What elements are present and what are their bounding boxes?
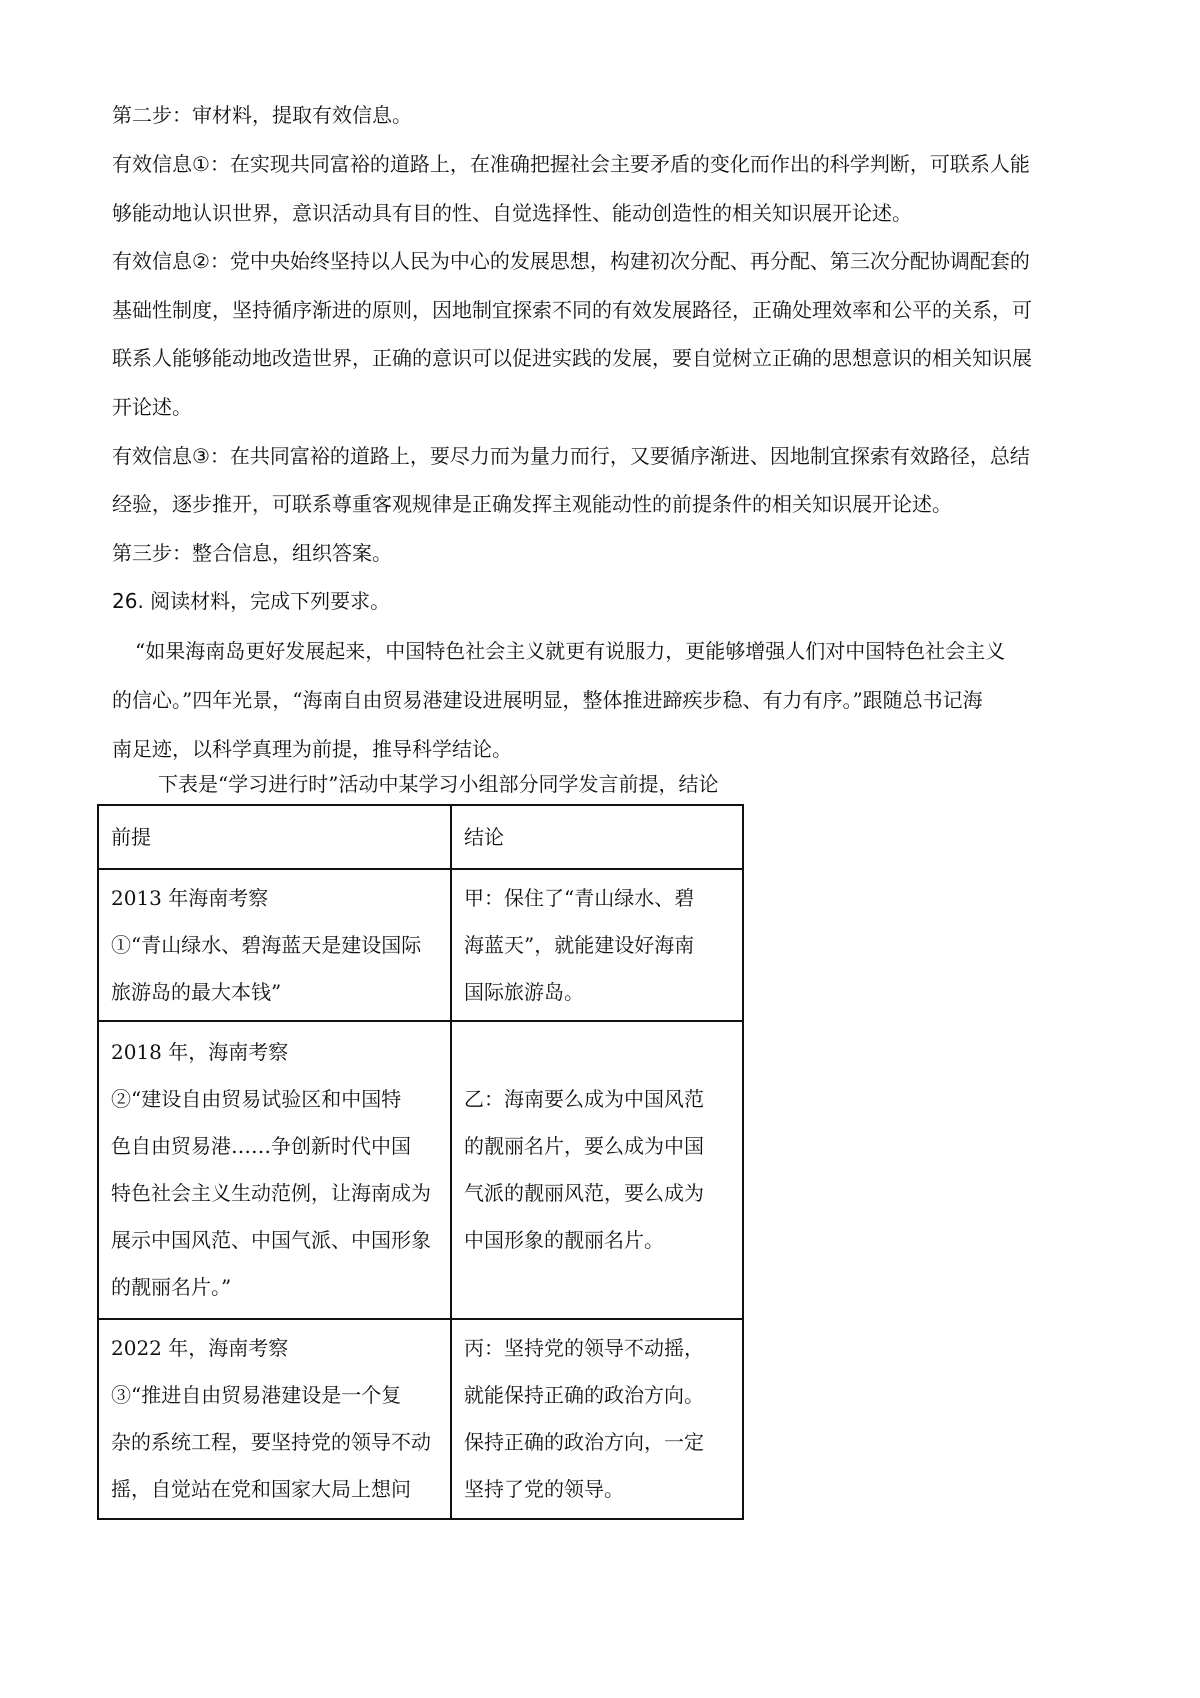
info-two-line-2: 基础性制度，坚持循序渐进的原则，因地制宜探索不同的有效发展路径，正确处理效率和公平的关系，可 <box>112 298 1032 322</box>
material-line-2: 的信心。”四年光景，“海南自由贸易港建设进展明显，整体推进蹄疾步稳、有力有序。”跟随总书记海 <box>112 688 983 712</box>
info-two-line-4: 开论述。 <box>112 395 192 419</box>
premise-line: ②“建设自由贸易试验区和中国特 <box>111 1087 402 1111</box>
header-premise: 前提 <box>98 805 451 869</box>
conclusion-line: 中国形象的靓丽名片。 <box>464 1228 665 1252</box>
question-26-heading: 26. 阅读材料，完成下列要求。 <box>112 589 391 613</box>
premise-cell <box>98 1319 451 1519</box>
step-three-heading: 第三步：整合信息，组织答案。 <box>112 541 392 565</box>
info-two-line-1: 有效信息②：党中央始终坚持以人民为中心的发展思想，构建初次分配、再分配、第三次分配协调配套的 <box>112 249 1030 273</box>
info-three-line-1: 有效信息③：在共同富裕的道路上，要尽力而为量力而行，又要循序渐进、因地制宜探索有效路径，总结 <box>112 444 1030 468</box>
info-three-line-2: 经验，逐步推开，可联系尊重客观规律是正确发挥主观能动性的前提条件的相关知识展开论述。 <box>112 492 952 516</box>
info-one-line-1: 有效信息①：在实现共同富裕的道路上，在准确把握社会主要矛盾的变化而作出的科学判断，可联系人能 <box>112 152 1030 176</box>
premise-line: ③“推进自由贸易港建设是一个复 <box>111 1383 402 1407</box>
premise-line: 2022 年，海南考察 <box>111 1336 289 1360</box>
table-row <box>98 1021 743 1319</box>
premise-line: 的靓丽名片。” <box>111 1275 232 1299</box>
info-two-line-3: 联系人能够能动地改造世界，正确的意识可以促进实践的发展，要自觉树立正确的思想意识的相关知识展 <box>112 346 1032 370</box>
conclusion-cell <box>451 869 743 1021</box>
table-header-row <box>98 805 743 869</box>
table-caption: 下表是“学习进行时”活动中某学习小组部分同学发言前提，结论 <box>158 772 719 796</box>
conclusion-line: 坚持了党的领导。 <box>464 1477 625 1501</box>
premise-line: 2013 年海南考察 <box>111 885 269 910</box>
premise-line: ①“青山绿水、碧海蓝天是建设国际 <box>111 932 422 957</box>
premise-line: 色自由贸易港……争创新时代中国 <box>111 1134 411 1158</box>
table-row <box>98 869 743 1021</box>
step-two-heading: 第二步：审材料，提取有效信息。 <box>112 103 412 127</box>
conclusion-cell <box>451 1319 743 1519</box>
conclusion-line: 的靓丽名片，要么成为中国 <box>464 1134 705 1158</box>
premise-cell <box>98 869 451 1021</box>
conclusion-line: 就能保持正确的政治方向。 <box>464 1383 705 1407</box>
material-line-3: 南足迹，以科学真理为前提，推导科学结论。 <box>112 737 512 761</box>
premise-conclusion-table <box>97 804 744 1520</box>
premise-line: 杂的系统工程，要坚持党的领导不动 <box>111 1430 431 1454</box>
conclusion-line: 甲：保住了“青山绿水、碧 <box>464 885 695 910</box>
table-row <box>98 1319 743 1519</box>
conclusion-line: 丙：坚持党的领导不动摇， <box>464 1336 705 1360</box>
conclusion-line: 气派的靓丽风范，要么成为 <box>464 1181 705 1205</box>
conclusion-cell <box>451 1021 743 1319</box>
header-conclusion: 结论 <box>451 805 743 869</box>
conclusion-line: 保持正确的政治方向，一定 <box>464 1430 705 1454</box>
premise-line: 2018 年，海南考察 <box>111 1040 289 1064</box>
premise-line: 旅游岛的最大本钱” <box>111 979 282 1004</box>
conclusion-line: 海蓝天”，就能建设好海南 <box>464 932 695 957</box>
conclusion-line: 国际旅游岛。 <box>464 979 585 1004</box>
material-line-1: “如果海南岛更好发展起来，中国特色社会主义就更有说服力，更能够增强人们对中国特色社会主义 <box>135 639 1006 663</box>
premise-line: 展示中国风范、中国气派、中国形象 <box>111 1228 431 1252</box>
premise-line: 摇，自觉站在党和国家大局上想问 <box>111 1477 411 1501</box>
premise-line: 特色社会主义生动范例，让海南成为 <box>111 1181 431 1205</box>
info-one-line-2: 够能动地认识世界，意识活动具有目的性、自觉选择性、能动创造性的相关知识展开论述。 <box>112 201 912 225</box>
premise-cell <box>98 1021 451 1319</box>
conclusion-line: 乙：海南要么成为中国风范 <box>464 1087 705 1111</box>
